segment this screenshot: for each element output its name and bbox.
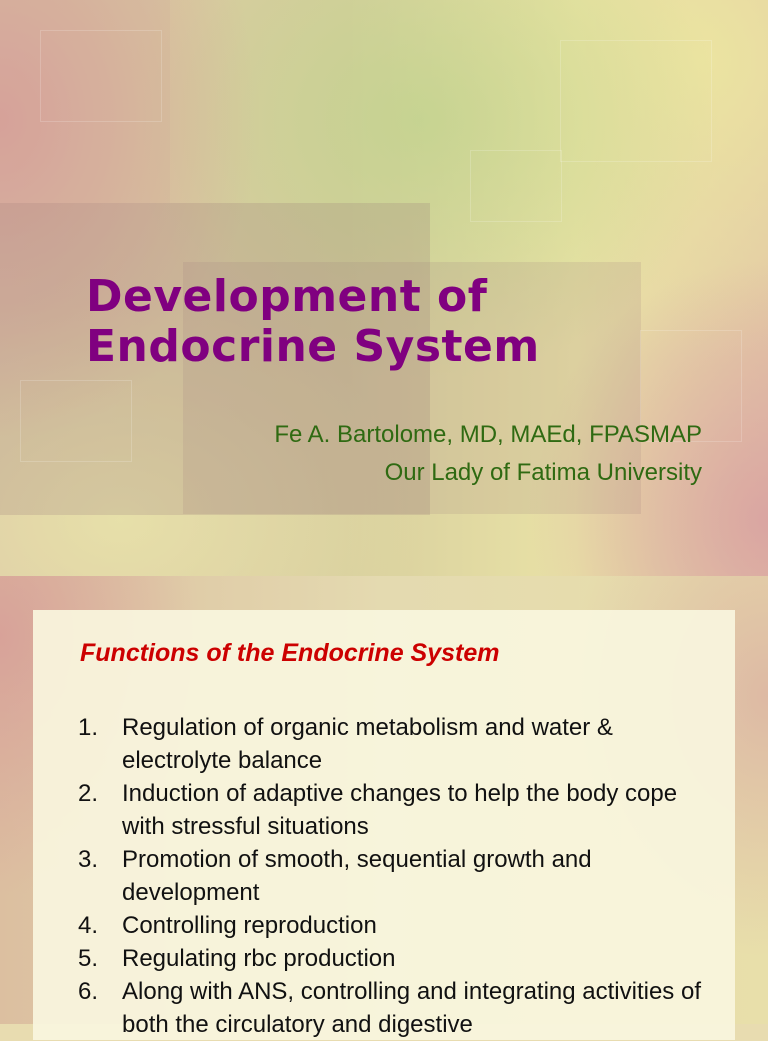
list-item-text: Controlling reproduction <box>122 912 377 939</box>
list-item <box>78 942 708 975</box>
list-item <box>78 909 708 942</box>
list-item-text: Regulating rbc production <box>122 945 396 972</box>
list-item <box>78 975 708 1041</box>
background-pattern <box>560 40 712 162</box>
list-item-text: Regulation of organic metabolism and water & electrolyte balance <box>122 714 613 774</box>
list-item <box>78 777 708 843</box>
list-item-text: Along with ANS, controlling and integrating activities of both the circulatory and digestive <box>122 978 701 1038</box>
background-pattern <box>40 30 162 122</box>
list-item-text: Promotion of smooth, sequential growth and development <box>122 846 592 906</box>
section-heading: Functions of the Endocrine System <box>80 639 500 667</box>
content-slide <box>0 576 768 1038</box>
list-item <box>78 843 708 909</box>
list-item-number: 6. <box>78 978 99 1005</box>
slide-title-line-1: Development of <box>86 271 488 322</box>
list-item-number: 1. <box>78 714 99 741</box>
list-item-number: 2. <box>78 780 99 807</box>
list-item <box>78 711 708 777</box>
slide-title-line-2: Endocrine System <box>86 321 540 372</box>
author-name: Fe A. Bartolome, MD, MAEd, FPASMAP <box>274 421 702 448</box>
list-item-number: 4. <box>78 912 99 939</box>
list-item-number: 3. <box>78 846 99 873</box>
slide-subtitle <box>274 416 702 492</box>
institution-name: Our Lady of Fatima University <box>384 459 702 486</box>
list-item-number: 5. <box>78 945 99 972</box>
slide-title <box>86 272 540 372</box>
functions-list <box>78 711 708 1041</box>
background-pattern <box>20 380 132 462</box>
background-pattern <box>470 150 562 222</box>
list-item-text: Induction of adaptive changes to help the body cope with stressful situations <box>122 780 678 840</box>
